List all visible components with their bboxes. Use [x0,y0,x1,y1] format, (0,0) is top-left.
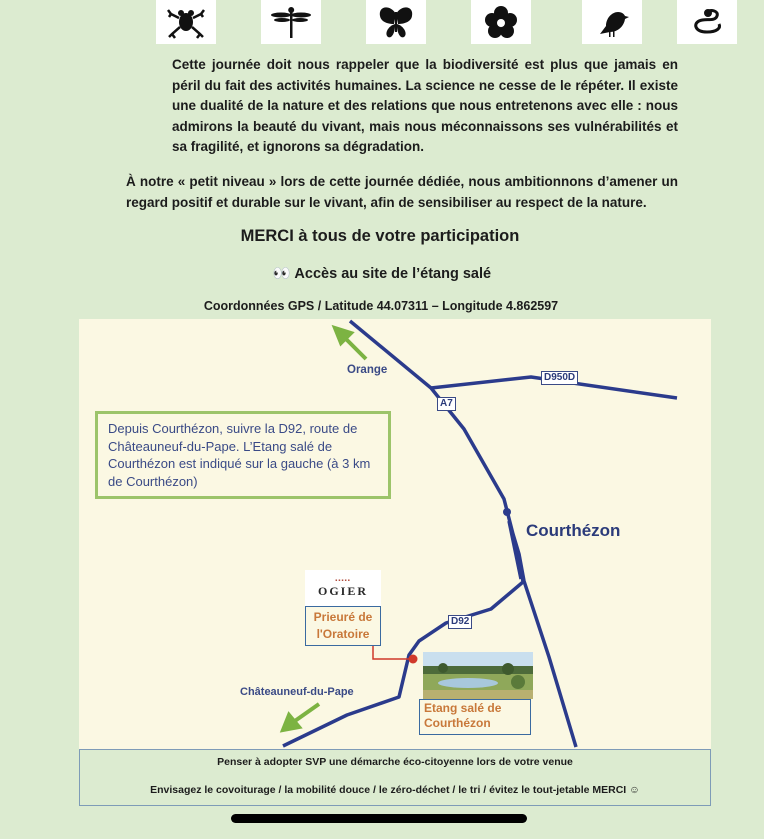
prieure-label: Prieuré de l'Oratoire [305,606,381,646]
butterfly-icon [366,0,426,44]
home-indicator[interactable] [231,814,527,823]
sign-d950d: D950D [541,371,578,385]
intro-paragraph: Cette journée doit nous rappeler que la biodiversité est plus que jamais en péril du fait des activités humaines. La science ne cesse de le répéter. Il existe une dualité de la nature et des relations que nous entretenons avec elle : nous admirons la beauté du vivant, mais nous méconnaissons ses vulnérabilités et sa fragilité, et ignorons sa dégradation. [172,57,678,154]
access-map [79,319,711,749]
etang-label: Etang salé de Courthézon [419,699,531,735]
frog-icon [156,0,216,44]
footer-line-1: Penser à adopter SVP une démarche éco-citoyenne lors de votre venue [217,756,573,768]
directions-box: Depuis Courthézon, suivre la D92, route de Châteauneuf-du-Pape. L’Etang salé de Courthézon est indiqué sur la gauche (à 3 km de Courthézon) [95,411,391,499]
location-marker [409,655,418,664]
label-chateauneuf: Châteauneuf-du-Pape [240,686,354,698]
thanks-heading: MERCI à tous de votre participation [240,227,520,245]
snake-icon [677,0,737,44]
bird-icon [582,0,642,44]
label-orange: Orange [347,364,388,376]
flower-icon [471,0,531,44]
footer-line-2: Envisagez le covoiturage / la mobilité douce / le zéro-déchet / le tri / évitez le tout-jetable MERCI ☺ [150,784,640,796]
ambition-paragraph: À notre « petit niveau » lors de cette journée dédiée, nous ambitionnons d’amener un regard positif et durable sur le vivant, afin de sensibiliser au respect de la nature. [126,174,678,210]
eco-footer [79,749,711,806]
label-courthezon: Courthézon [526,521,621,540]
etang-photo [423,652,533,699]
gps-coordinates: Coordonnées GPS / Latitude 44.07311 – Longitude 4.862597 [203,299,559,313]
courthezon-marker [503,508,511,516]
ogier-logo-mark: ▪▪▪▪▪ [335,577,351,584]
icon-bar [0,0,764,46]
chateauneuf-arrow [283,704,319,730]
sign-d92: D92 [448,615,472,629]
sign-a7: A7 [437,397,456,411]
dragonfly-icon [261,0,321,44]
ogier-logo-text: OGIER [317,583,368,598]
access-heading: 👀 Accès au site de l’étang salé [272,266,492,282]
ogier-logo [305,570,381,606]
